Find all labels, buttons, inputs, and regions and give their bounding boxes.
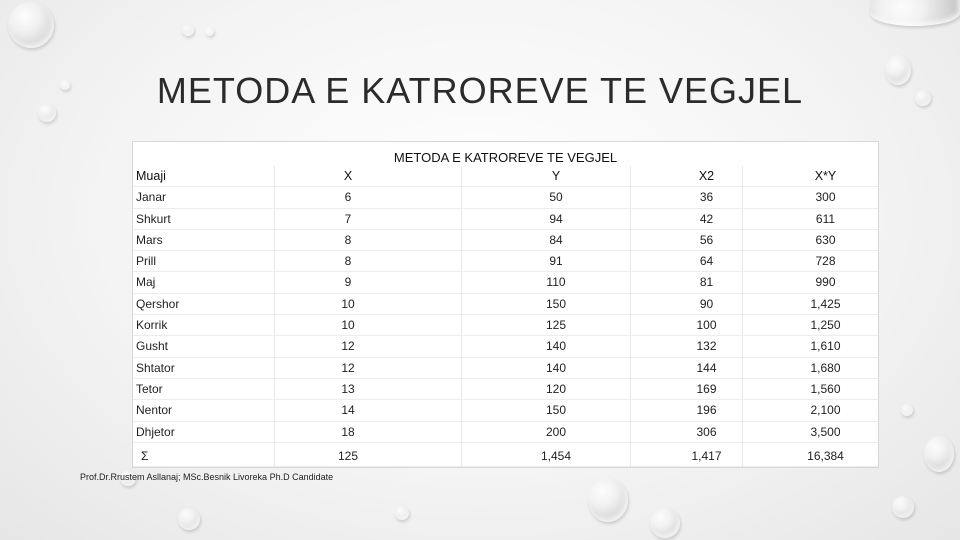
water-drop-decoration	[892, 496, 914, 518]
cell-y: 84	[462, 230, 631, 251]
cell-x2: 64	[631, 251, 743, 272]
water-drop-decoration	[178, 508, 200, 530]
cell-x: 18	[275, 422, 462, 443]
sum-x2: 1,417	[631, 443, 743, 467]
cell-xy: 1,250	[743, 315, 878, 336]
cell-y: 150	[462, 400, 631, 421]
cell-y: 120	[462, 379, 631, 400]
cell-month: Tetor	[133, 379, 275, 400]
cell-month: Janar	[133, 187, 275, 208]
water-drop-decoration	[588, 478, 628, 522]
cell-xy: 1,560	[743, 379, 878, 400]
cell-xy: 300	[743, 187, 878, 208]
cell-x: 7	[275, 209, 462, 230]
cell-y: 150	[462, 294, 631, 315]
cell-y: 125	[462, 315, 631, 336]
cell-x2: 42	[631, 209, 743, 230]
cell-x2: 132	[631, 336, 743, 357]
cell-month: Shtator	[133, 358, 275, 379]
cell-month: Maj	[133, 272, 275, 293]
cell-x: 10	[275, 315, 462, 336]
table-row	[133, 230, 878, 251]
table-row	[133, 294, 878, 315]
cell-month: Mars	[133, 230, 275, 251]
cell-x: 6	[275, 187, 462, 208]
water-drop-decoration	[901, 404, 913, 416]
table-row	[133, 315, 878, 336]
table-row	[133, 400, 878, 421]
cell-x2: 90	[631, 294, 743, 315]
table-row	[133, 336, 878, 357]
cell-x: 14	[275, 400, 462, 421]
water-drop-decoration	[395, 506, 409, 520]
water-drop-decoration	[8, 2, 54, 48]
header-cell-x2: X2	[631, 166, 743, 187]
table-row	[133, 209, 878, 230]
cell-month: Qershor	[133, 294, 275, 315]
cell-y: 110	[462, 272, 631, 293]
table-row	[133, 187, 878, 208]
header-cell-y: Y	[462, 166, 631, 187]
cell-y: 50	[462, 187, 631, 208]
data-table	[132, 141, 879, 468]
slide-title: METODA E KATROREVE TE VEGJEL	[156, 70, 804, 111]
cell-xy: 630	[743, 230, 878, 251]
cell-x2: 81	[631, 272, 743, 293]
cell-month: Prill	[133, 251, 275, 272]
cell-month: Korrik	[133, 315, 275, 336]
sum-y: 1,454	[462, 443, 631, 467]
table-sum-row	[133, 443, 878, 467]
cell-xy: 1,610	[743, 336, 878, 357]
cell-month: Dhjetor	[133, 422, 275, 443]
cell-x: 8	[275, 230, 462, 251]
table-row	[133, 251, 878, 272]
cell-x: 13	[275, 379, 462, 400]
header-cell-xy: X*Y	[743, 166, 878, 187]
cell-month: Shkurt	[133, 209, 275, 230]
cell-x: 9	[275, 272, 462, 293]
table-header-row	[133, 166, 878, 187]
header-cell-x: X	[275, 166, 462, 187]
cell-xy: 611	[743, 209, 878, 230]
header-cell-month: Muaji	[133, 166, 275, 187]
cell-xy: 3,500	[743, 422, 878, 443]
cell-x: 10	[275, 294, 462, 315]
cell-x2: 144	[631, 358, 743, 379]
sum-x: 125	[275, 443, 462, 467]
cell-y: 200	[462, 422, 631, 443]
cell-month: Gusht	[133, 336, 275, 357]
cell-month: Nentor	[133, 400, 275, 421]
cell-x2: 196	[631, 400, 743, 421]
cell-x2: 306	[631, 422, 743, 443]
table-caption: METODA E KATROREVE TE VEGJEL	[393, 150, 618, 165]
sum-xy: 16,384	[743, 443, 878, 467]
footer-author: Prof.Dr.Rrustem Asllanaj; MSc.Besnik Livoreka Ph.D Candidate	[80, 472, 334, 482]
cell-x2: 100	[631, 315, 743, 336]
water-drop-decoration	[182, 24, 194, 36]
cell-y: 140	[462, 336, 631, 357]
cell-xy: 990	[743, 272, 878, 293]
table-row	[133, 358, 878, 379]
cell-x2: 36	[631, 187, 743, 208]
cell-y: 91	[462, 251, 631, 272]
cell-x: 12	[275, 336, 462, 357]
cell-xy: 1,680	[743, 358, 878, 379]
table-row	[133, 272, 878, 293]
water-drop-decoration	[870, 0, 960, 26]
cell-xy: 2,100	[743, 400, 878, 421]
cell-x2: 169	[631, 379, 743, 400]
table-row	[133, 379, 878, 400]
sum-symbol: Σ	[133, 443, 275, 467]
water-drop-decoration	[205, 27, 214, 36]
water-drop-decoration	[650, 508, 680, 538]
cell-x: 8	[275, 251, 462, 272]
cell-y: 94	[462, 209, 631, 230]
cell-y: 140	[462, 358, 631, 379]
cell-x2: 56	[631, 230, 743, 251]
table-row	[133, 422, 878, 443]
cell-xy: 1,425	[743, 294, 878, 315]
cell-xy: 728	[743, 251, 878, 272]
water-drop-decoration	[924, 436, 954, 472]
cell-x: 12	[275, 358, 462, 379]
